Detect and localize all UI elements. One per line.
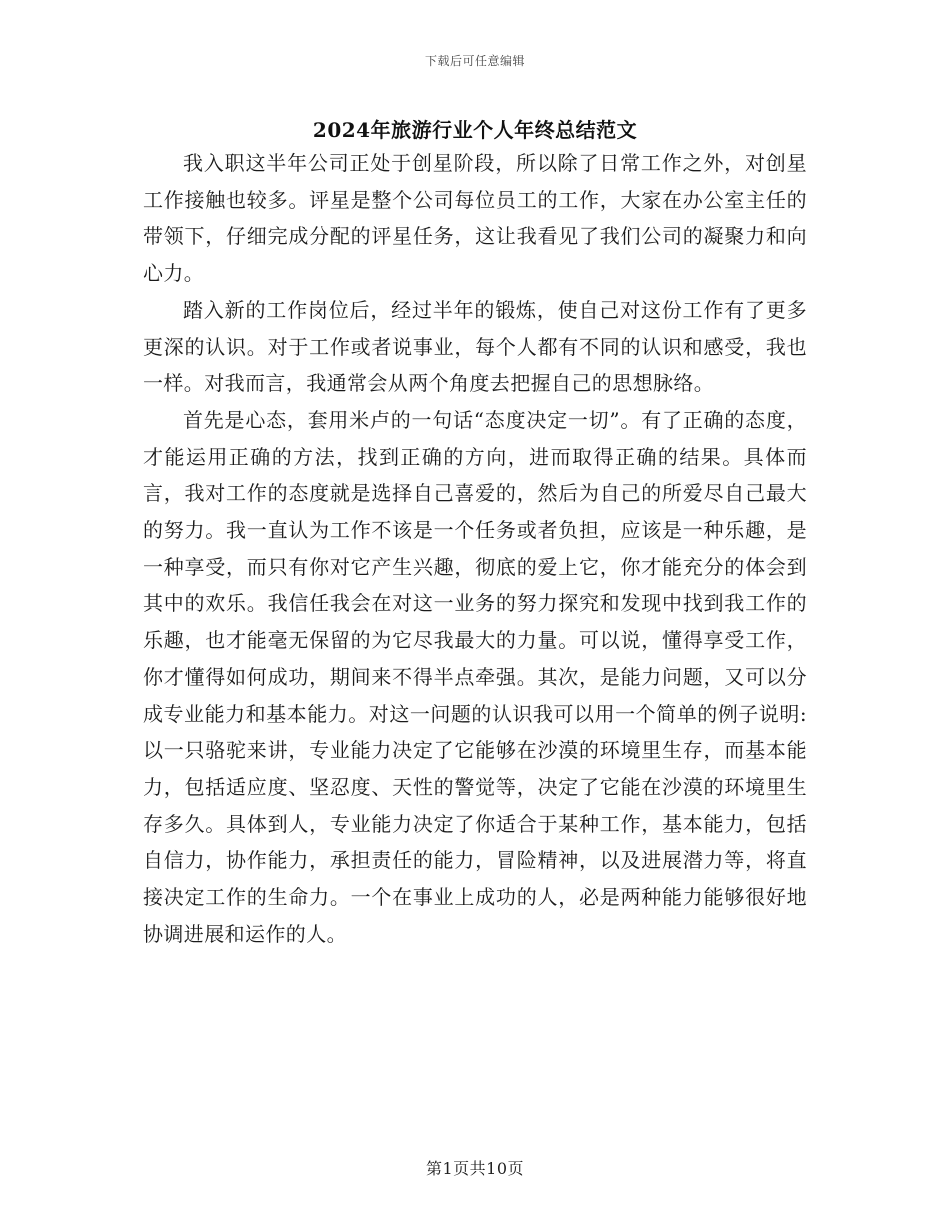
paragraph-2: 踏入新的工作岗位后，经过半年的锻炼，使自己对这份工作有了更多更深的认识。对于工作或者说事业，每个人都有不同的认识和感受，我也一样。对我而言，我通常会从两个角度去把握自己的思想脉络。 — [143, 297, 807, 396]
document-body — [143, 145, 807, 952]
page-number-footer: 第1页共10页 — [425, 1159, 525, 1178]
page-header-note: 下载后可任意编辑 — [424, 54, 525, 68]
paragraph-1: 我入职这半年公司正处于创星阶段，所以除了日常工作之外，对创星工作接触也较多。评星是整个公司每位员工的工作，大家在办公室主任的带领下，仔细完成分配的评星任务，这让我看见了我们公司的凝聚力和向心力。 — [143, 151, 807, 286]
document-title: 2024年旅游行业个人年终总结范文 — [312, 118, 638, 142]
paragraph-3: 首先是心态，套用米卢的一句话“态度决定一切”。有了正确的态度，才能运用正确的方法，找到正确的方向，进而取得正确的结果。具体而言，我对工作的态度就是选择自己喜爱的，然后为自己的所爱尽自己最大的努力。我一直认为工作不该是一个任务或者负担，应该是一种乐趣，是一种享受，而只有你对它产生兴趣，彻底的爱上它，你才能充分的体会到其中的欢乐。我信任我会在对这一业务的努力探究和发现中找到我工作的乐趣，也才能毫无保留的为它尽我最大的力量。可以说，懂得享受工作，你才懂得如何成功，期间来不得半点牵强。其次，是能力问题，又可以分成专业能力和基本能力。对这一问题的认识我可以用一个简单的例子说明:以一只骆驼来讲，专业能力决定了它能够在沙漠的环境里生存，而基本能力，包括适应度、坚忍度、天性的警觉等，决定了它能在沙漠的环境里生存多久。具体到人，专业能力决定了你适合于某种工作，基本能力，包括自信力，协作能力，承担责任的能力，冒险精神，以及进展潜力等，将直接决定工作的生命力。一个在事业上成功的人，必是两种能力能够很好地协调进展和运作的人。 — [143, 407, 807, 946]
